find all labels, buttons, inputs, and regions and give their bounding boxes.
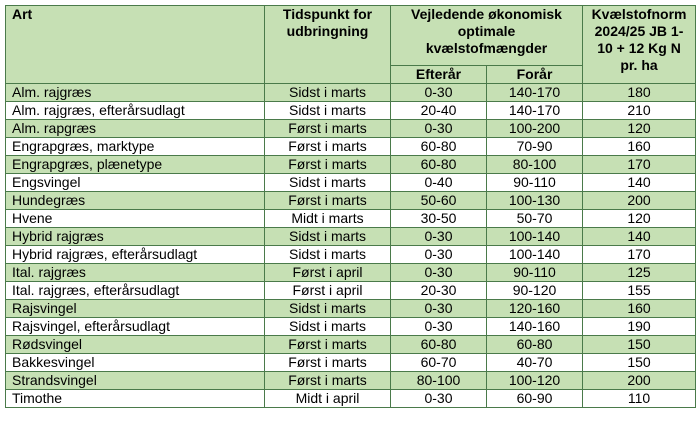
cell-efteraar: 80-100 [391,372,487,390]
cell-norm: 200 [583,372,696,390]
cell-art: Alm. rajgræs, efterårsudlagt [6,102,265,120]
table-row [6,120,696,138]
header-time-label: Tidspunkt for udbringning [282,6,373,39]
table-row [6,372,696,390]
cell-time: Sidst i marts [265,318,391,336]
cell-norm: 155 [583,282,696,300]
cell-art: Bakkesvingel [6,354,265,372]
cell-art: Engrapgræs, plænetype [6,156,265,174]
cell-time: Sidst i marts [265,102,391,120]
cell-norm: 150 [583,336,696,354]
cell-norm: 180 [583,84,696,102]
cell-efteraar: 60-80 [391,156,487,174]
cell-norm: 140 [583,228,696,246]
cell-art: Hvene [6,210,265,228]
cell-norm: 170 [583,246,696,264]
table-row [6,156,696,174]
table-row [6,354,696,372]
cell-time: Først i marts [265,156,391,174]
cell-time: Sidst i marts [265,300,391,318]
header-efteraar: Efterår [391,66,487,84]
cell-efteraar: 0-30 [391,300,487,318]
cell-time: Først i april [265,264,391,282]
cell-time: Først i april [265,282,391,300]
cell-foraar: 140-170 [487,102,583,120]
cell-foraar: 90-120 [487,282,583,300]
cell-efteraar: 20-40 [391,102,487,120]
cell-norm: 160 [583,138,696,156]
cell-art: Alm. rapgræs [6,120,265,138]
table-row [6,264,696,282]
nitrogen-table [5,5,696,408]
cell-norm: 150 [583,354,696,372]
cell-foraar: 60-90 [487,390,583,408]
cell-time: Sidst i marts [265,174,391,192]
cell-norm: 110 [583,390,696,408]
table-row [6,192,696,210]
cell-art: Alm. rajgræs [6,84,265,102]
cell-norm: 200 [583,192,696,210]
cell-foraar: 100-200 [487,120,583,138]
table-row [6,282,696,300]
cell-efteraar: 0-40 [391,174,487,192]
cell-norm: 210 [583,102,696,120]
cell-efteraar: 0-30 [391,246,487,264]
cell-norm: 170 [583,156,696,174]
table-row [6,84,696,102]
cell-foraar: 100-130 [487,192,583,210]
cell-time: Først i marts [265,120,391,138]
cell-efteraar: 0-30 [391,120,487,138]
cell-efteraar: 0-30 [391,228,487,246]
cell-foraar: 90-110 [487,174,583,192]
cell-foraar: 50-70 [487,210,583,228]
cell-norm: 125 [583,264,696,282]
cell-art: Rajsvingel [6,300,265,318]
cell-efteraar: 30-50 [391,210,487,228]
cell-time: Midt i marts [265,210,391,228]
cell-efteraar: 0-30 [391,84,487,102]
cell-efteraar: 60-80 [391,336,487,354]
cell-time: Sidst i marts [265,84,391,102]
table-row [6,336,696,354]
cell-efteraar: 50-60 [391,192,487,210]
cell-time: Først i marts [265,354,391,372]
cell-foraar: 90-110 [487,264,583,282]
header-vejledende [391,6,583,66]
table-row [6,102,696,120]
cell-foraar: 120-160 [487,300,583,318]
cell-foraar: 140-170 [487,84,583,102]
table-row [6,300,696,318]
cell-time: Først i marts [265,138,391,156]
cell-efteraar: 0-30 [391,390,487,408]
cell-time: Først i marts [265,372,391,390]
cell-norm: 120 [583,210,696,228]
header-vejledende-label: Vejledende økonomisk optimale kvælstofmængder [411,6,562,56]
header-art: Art [6,6,265,84]
cell-art: Hybrid rajgræs [6,228,265,246]
cell-norm: 190 [583,318,696,336]
cell-time: Sidst i marts [265,228,391,246]
cell-foraar: 70-90 [487,138,583,156]
cell-efteraar: 0-30 [391,264,487,282]
cell-foraar: 140-160 [487,318,583,336]
cell-foraar: 40-70 [487,354,583,372]
header-norm-label: Kvælstofnorm 2024/25 JB 1-10 + 12 Kg N pr. ha [591,6,687,73]
cell-art: Timothe [6,390,265,408]
cell-art: Ital. rajgræs [6,264,265,282]
cell-efteraar: 0-30 [391,318,487,336]
cell-norm: 120 [583,120,696,138]
table-row [6,210,696,228]
cell-foraar: 100-120 [487,372,583,390]
cell-art: Engrapgræs, marktype [6,138,265,156]
table-body [6,84,696,408]
cell-art: Engsvingel [6,174,265,192]
table-header [6,6,696,84]
cell-norm: 140 [583,174,696,192]
cell-efteraar: 20-30 [391,282,487,300]
table-row [6,390,696,408]
cell-art: Hundegræs [6,192,265,210]
cell-efteraar: 60-80 [391,138,487,156]
cell-time: Først i marts [265,336,391,354]
cell-foraar: 80-100 [487,156,583,174]
cell-foraar: 60-80 [487,336,583,354]
header-norm [583,6,696,84]
cell-foraar: 100-140 [487,228,583,246]
cell-time: Først i marts [265,192,391,210]
cell-efteraar: 60-70 [391,354,487,372]
header-time [265,6,391,84]
cell-time: Sidst i marts [265,246,391,264]
table-row [6,228,696,246]
cell-art: Ital. rajgræs, efterårsudlagt [6,282,265,300]
cell-foraar: 100-140 [487,246,583,264]
header-foraar: Forår [487,66,583,84]
cell-time: Midt i april [265,390,391,408]
cell-art: Hybrid rajgræs, efterårsudlagt [6,246,265,264]
cell-art: Strandsvingel [6,372,265,390]
cell-norm: 160 [583,300,696,318]
table-row [6,174,696,192]
table-row [6,246,696,264]
table-row [6,318,696,336]
table-row [6,138,696,156]
cell-art: Rajsvingel, efterårsudlagt [6,318,265,336]
cell-art: Rødsvingel [6,336,265,354]
